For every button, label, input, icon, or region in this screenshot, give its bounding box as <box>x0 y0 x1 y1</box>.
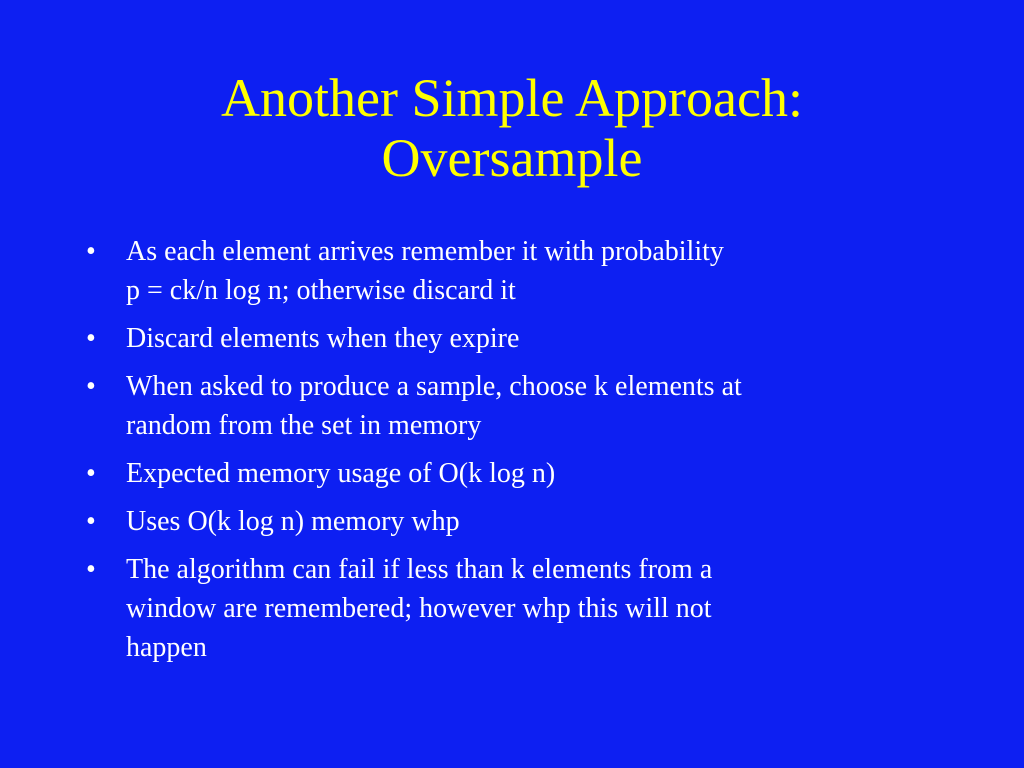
bullet-line: When asked to produce a sample, choose k elements at <box>126 371 742 402</box>
bullet-line: window are remembered; however whp this will not <box>126 593 712 624</box>
bullet-item-4 <box>86 454 906 493</box>
bullet-symbol: • <box>86 371 96 402</box>
bullet-line: Expected memory usage of O(k log n) <box>126 458 556 489</box>
bullet-line: Uses O(k log n) memory whp <box>126 506 460 537</box>
bullet-list <box>86 232 906 676</box>
bullet-item-2 <box>86 319 906 358</box>
bullet-symbol: • <box>86 458 96 489</box>
slide-title-line-2: Oversample <box>381 128 643 188</box>
bullet-line: As each element arrives remember it with probability <box>126 236 724 267</box>
bullet-line: random from the set in memory <box>126 410 482 441</box>
bullet-item-6 <box>86 550 906 667</box>
bullet-item-3 <box>86 367 906 445</box>
bullet-line: Discard elements when they expire <box>126 323 520 354</box>
bullet-symbol: • <box>86 236 96 267</box>
bullet-symbol: • <box>86 554 96 585</box>
bullet-line: The algorithm can fail if less than k elements from a <box>126 554 713 585</box>
slide-title <box>110 68 914 188</box>
bullet-item-1 <box>86 232 906 310</box>
bullet-symbol: • <box>86 323 96 354</box>
bullet-line: happen <box>126 632 207 663</box>
slide-title-line-1: Another Simple Approach: <box>221 68 803 128</box>
bullet-item-5 <box>86 502 906 541</box>
bullet-line: p = ck/n log n; otherwise discard it <box>126 275 516 306</box>
bullet-symbol: • <box>86 506 96 537</box>
